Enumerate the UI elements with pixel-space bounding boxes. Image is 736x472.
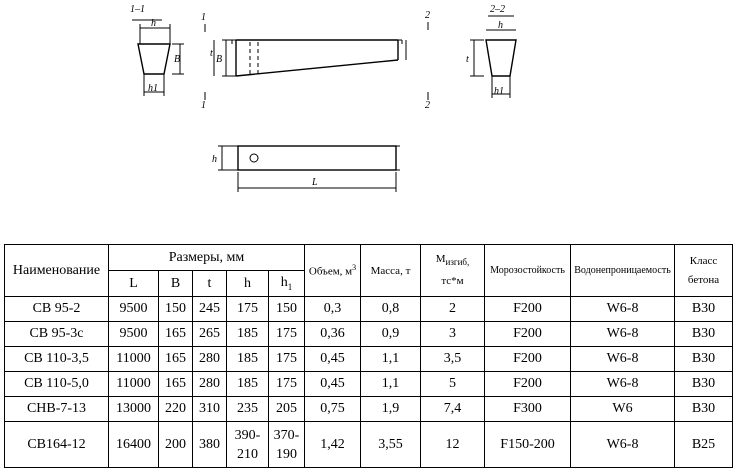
marker-2-bottom: 2 — [425, 100, 430, 111]
pillar-side-view — [214, 40, 406, 76]
cell-h: 175 — [227, 297, 269, 322]
header-mass: Масса, т — [361, 245, 421, 297]
dim-t-right-label: t — [466, 54, 469, 65]
cell-water: W6-8 — [571, 322, 675, 347]
cell-t: 245 — [193, 297, 227, 322]
header-sizes-group: Размеры, мм — [109, 245, 305, 271]
cell-h1: 175 — [269, 372, 305, 397]
cell-l: 9500 — [109, 297, 159, 322]
cell-h: 185 — [227, 372, 269, 397]
cell-mass: 1,9 — [361, 397, 421, 422]
cell-class: B25 — [675, 422, 733, 468]
cell-mass: 0,9 — [361, 322, 421, 347]
cell-volume: 1,42 — [305, 422, 361, 468]
cell-b: 165 — [159, 347, 193, 372]
table-row — [5, 397, 733, 422]
cell-name: СВ 95-3с — [5, 322, 109, 347]
cell-name: СВ164-12 — [5, 422, 109, 468]
cell-volume: 0,75 — [305, 397, 361, 422]
cell-frost: F200 — [485, 347, 571, 372]
dim-h-plan-label: h — [212, 154, 217, 165]
table-row — [5, 322, 733, 347]
cell-class: B30 — [675, 322, 733, 347]
cell-moment: 2 — [421, 297, 485, 322]
cell-volume: 0,45 — [305, 347, 361, 372]
table-row — [5, 297, 733, 322]
cell-volume: 0,45 — [305, 372, 361, 397]
cell-frost: F200 — [485, 372, 571, 397]
cell-l: 9500 — [109, 322, 159, 347]
cell-b: 165 — [159, 322, 193, 347]
cell-frost: F200 — [485, 297, 571, 322]
header-volume: Объем, $м^3$ — [305, 245, 361, 297]
cell-t: 265 — [193, 322, 227, 347]
cell-mass: 3,55 — [361, 422, 421, 468]
cell-l: 11000 — [109, 347, 159, 372]
cell-h1: 175 — [269, 347, 305, 372]
cell-moment: 7,4 — [421, 397, 485, 422]
table-row — [5, 372, 733, 397]
cell-h1: 205 — [269, 397, 305, 422]
dim-h1-label: h1 — [148, 83, 158, 94]
cell-moment: 3 — [421, 322, 485, 347]
cell-h: 185 — [227, 322, 269, 347]
cell-moment: 3,5 — [421, 347, 485, 372]
cell-h1: 175 — [269, 322, 305, 347]
dim-b-label: B — [174, 54, 181, 65]
marker-2-top: 2 — [425, 10, 430, 21]
header-concrete-class: Класс бетона — [675, 245, 733, 297]
cell-b: 150 — [159, 297, 193, 322]
table-header-row-1 — [5, 245, 733, 271]
cell-name: СВ 110-5,0 — [5, 372, 109, 397]
header-h: h — [227, 271, 269, 297]
cell-moment: 5 — [421, 372, 485, 397]
cell-frost: F150-200 — [485, 422, 571, 468]
dim-h-label: h — [151, 18, 156, 29]
dim-l-label: L — [312, 177, 318, 188]
cell-mass: 1,1 — [361, 347, 421, 372]
cell-water: W6-8 — [571, 347, 675, 372]
dim-h1-right-label: h1 — [494, 86, 504, 97]
marker-1-bottom: 1 — [201, 100, 206, 111]
cell-h1: 370- 190 — [269, 422, 305, 468]
cell-b: 165 — [159, 372, 193, 397]
cell-name: СВ 110-3,5 — [5, 347, 109, 372]
cell-water: W6-8 — [571, 372, 675, 397]
cell-b: 200 — [159, 422, 193, 468]
cell-t: 380 — [193, 422, 227, 468]
section-label-1-1: 1–1 — [130, 4, 145, 15]
cell-water: W6-8 — [571, 297, 675, 322]
cell-t: 280 — [193, 347, 227, 372]
cell-volume: 0,36 — [305, 322, 361, 347]
cell-mass: 0,8 — [361, 297, 421, 322]
cell-b: 220 — [159, 397, 193, 422]
header-b: B — [159, 271, 193, 297]
cell-moment: 12 — [421, 422, 485, 468]
header-h1: $h_1$ — [269, 271, 305, 297]
cell-class: B30 — [675, 372, 733, 397]
cell-mass: 1,1 — [361, 372, 421, 397]
cell-name: СВ 95-2 — [5, 297, 109, 322]
cell-l: 16400 — [109, 422, 159, 468]
header-l: L — [109, 271, 159, 297]
cell-frost: F300 — [485, 397, 571, 422]
cell-class: B30 — [675, 397, 733, 422]
dim-h-right-label: h — [498, 20, 503, 31]
table-row — [5, 347, 733, 372]
cell-h: 235 — [227, 397, 269, 422]
cell-class: B30 — [675, 347, 733, 372]
pillar-plan-view — [218, 146, 400, 192]
cell-t: 310 — [193, 397, 227, 422]
cell-water: W6 — [571, 397, 675, 422]
cell-volume: 0,3 — [305, 297, 361, 322]
cell-h1: 150 — [269, 297, 305, 322]
header-moment: $M_{изгиб,}$ тс*м — [421, 245, 485, 297]
cell-h: 185 — [227, 347, 269, 372]
table-row — [5, 422, 733, 468]
section-2-2-profile — [470, 16, 516, 98]
pillar-spec-table — [4, 244, 733, 468]
cell-l: 11000 — [109, 372, 159, 397]
cell-h: 390- 210 — [227, 422, 269, 468]
cell-t: 280 — [193, 372, 227, 397]
cell-l: 13000 — [109, 397, 159, 422]
header-frost: Морозостойкость — [485, 245, 571, 297]
cell-name: СНВ-7-13 — [5, 397, 109, 422]
cell-class: B30 — [675, 297, 733, 322]
cell-water: W6-8 — [571, 422, 675, 468]
dim-t-label: t — [210, 48, 213, 59]
header-t: t — [193, 271, 227, 297]
cell-frost: F200 — [485, 322, 571, 347]
section-label-2-2: 2–2 — [490, 4, 505, 15]
header-water: Водонепроницаемость — [571, 245, 675, 297]
header-name: Наименование — [5, 245, 109, 297]
dim-b-side-label: B — [216, 54, 223, 65]
marker-1-top: 1 — [201, 12, 206, 23]
